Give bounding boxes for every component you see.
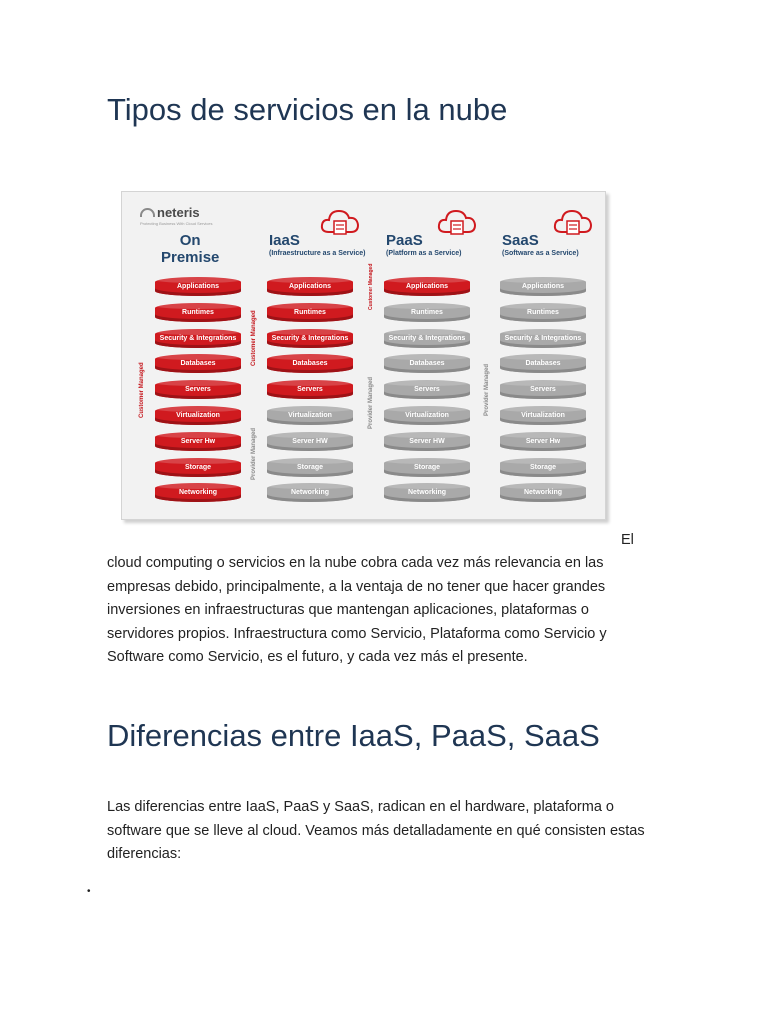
cloud-services-infographic bbox=[121, 191, 606, 520]
page-title: Tipos de servicios en la nube bbox=[107, 92, 508, 127]
stack-layer: Servers bbox=[267, 380, 353, 399]
column-title: On Premise bbox=[161, 232, 220, 266]
column-title: PaaS bbox=[386, 232, 423, 249]
stack-layer: Networking bbox=[384, 483, 470, 502]
provider-managed-label: Provider Managed bbox=[484, 363, 490, 416]
stack-layer: Security & Integrations bbox=[267, 329, 353, 348]
stack-layer: Runtimes bbox=[384, 303, 470, 322]
stack-layer: Security & Integrations bbox=[155, 329, 241, 348]
cloud-service-icon bbox=[319, 206, 361, 245]
logo-mark-icon bbox=[140, 208, 155, 217]
logo-text: neteris bbox=[157, 205, 200, 220]
customer-managed-label: Customer Managed bbox=[251, 310, 257, 367]
stack-layer: Networking bbox=[267, 483, 353, 502]
stack-layer: Server Hw bbox=[155, 432, 241, 451]
provider-managed-label: Provider Managed bbox=[251, 428, 257, 481]
customer-managed-label: Customer Managed bbox=[368, 263, 374, 310]
stack-layer: Applications bbox=[500, 277, 586, 296]
stack-layer: Server HW bbox=[384, 432, 470, 451]
stack-layer: Virtualization bbox=[267, 406, 353, 425]
stack-layer: Servers bbox=[500, 380, 586, 399]
stack-layer: Databases bbox=[155, 354, 241, 373]
column-subtitle: (Infraestructure as a Service) bbox=[269, 250, 366, 257]
logo-tagline: Protecting Business With Cloud Services bbox=[140, 221, 213, 226]
stack-layer: Databases bbox=[384, 354, 470, 373]
stack-layer: Servers bbox=[384, 380, 470, 399]
column-subtitle: (Software as a Service) bbox=[502, 250, 579, 257]
stack-layer: Security & Integrations bbox=[500, 329, 586, 348]
section-heading: Diferencias entre IaaS, PaaS, SaaS bbox=[107, 718, 600, 753]
stack-layer: Runtimes bbox=[267, 303, 353, 322]
column-subtitle: (Platform as a Service) bbox=[386, 250, 462, 257]
stack-layer: Networking bbox=[500, 483, 586, 502]
stack-layer: Server Hw bbox=[500, 432, 586, 451]
stack-layer: Networking bbox=[155, 483, 241, 502]
cloud-service-icon bbox=[552, 206, 594, 245]
paragraph-2: Las diferencias entre IaaS, PaaS y SaaS, radican en el hardware, plataforma o software que se lleve al cloud. Veamos más detalladamente en qué consisten estas diferencias: bbox=[107, 799, 645, 862]
stack-layer: Storage bbox=[500, 458, 586, 477]
provider-managed-label: Provider Managed bbox=[368, 376, 374, 429]
stack-layer: Applications bbox=[155, 277, 241, 296]
stack-layer: Runtimes bbox=[155, 303, 241, 322]
stack-layer: Storage bbox=[155, 458, 241, 477]
stack-layer: Databases bbox=[267, 354, 353, 373]
stack-layer: Storage bbox=[384, 458, 470, 477]
stack-layer: Storage bbox=[267, 458, 353, 477]
stack-layer: Applications bbox=[267, 277, 353, 296]
paragraph-1: cloud computing o servicios en la nube cobra cada vez más relevancia en las empresas debido, principalmente, a la ventaja de no tener que hacer grandes inversiones en infraestructuras que mantengan aplicaciones, plataformas o servidores propios. Infraestructura como Servicio, Plataforma como Servicio y Software como Servicio, es el futuro, y cada vez más el presente. bbox=[107, 555, 607, 665]
stack-layer: Virtualization bbox=[155, 406, 241, 425]
stack-layer: Servers bbox=[155, 380, 241, 399]
column-title: SaaS bbox=[502, 232, 539, 249]
column-title: IaaS bbox=[269, 232, 300, 249]
neteris-logo bbox=[140, 205, 200, 220]
cloud-service-icon bbox=[436, 206, 478, 245]
stack-layer: Virtualization bbox=[500, 406, 586, 425]
stack-layer: Server HW bbox=[267, 432, 353, 451]
stack-layer: Applications bbox=[384, 277, 470, 296]
stack-layer: Runtimes bbox=[500, 303, 586, 322]
stack-layer: Virtualization bbox=[384, 406, 470, 425]
customer-managed-label: Customer Managed bbox=[139, 362, 145, 418]
stack-layer: Security & Integrations bbox=[384, 329, 470, 348]
bullet-point: • bbox=[87, 886, 91, 897]
stack-layer: Databases bbox=[500, 354, 586, 373]
paragraph-1-start: El bbox=[621, 532, 634, 548]
